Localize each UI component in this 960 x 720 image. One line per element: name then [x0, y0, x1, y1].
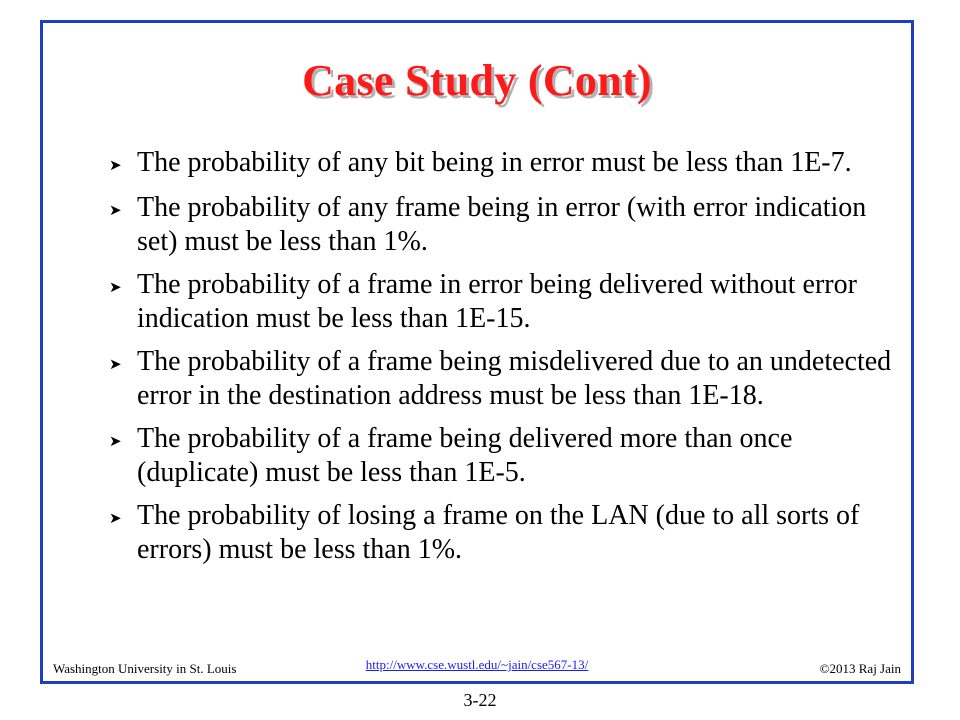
footer-institution: Washington University in St. Louis: [53, 661, 237, 676]
bullet-text: The probability of a frame being misdelivered due to an undetected error in the destination address must be less than 1E-18.: [137, 346, 892, 411]
footer-link-wrapper: [53, 657, 901, 673]
bullet-item: [109, 146, 899, 182]
bullet-text: The probability of any frame being in error (with error indication set) must be less than 1%.: [137, 192, 867, 257]
slide-number: 3-22: [463, 690, 497, 710]
bullet-item: [109, 422, 899, 490]
course-url-link[interactable]: http://www.cse.wustl.edu/~jain/cse567-13/: [365, 657, 589, 672]
bullet-text: The probability of a frame in error being delivered without error indication must be less than 1E-15.: [137, 269, 857, 334]
bullet-item: [109, 268, 899, 336]
arrowhead-bullet-icon: ➤: [109, 432, 122, 450]
slide-title: Case Study (Cont): [302, 56, 652, 105]
bullet-item: [109, 499, 899, 567]
slide-footer: [53, 659, 901, 677]
arrowhead-bullet-icon: ➤: [109, 156, 122, 174]
arrowhead-bullet-icon: ➤: [109, 355, 122, 373]
arrowhead-bullet-icon: ➤: [109, 509, 122, 527]
bullet-text: The probability of a frame being delivered more than once (duplicate) must be less than 1E-5.: [137, 423, 793, 488]
bullet-text: The probability of losing a frame on the LAN (due to all sorts of errors) must be less than 1%.: [137, 500, 860, 565]
footer-copyright: ©2013 Raj Jain: [819, 661, 901, 676]
arrowhead-bullet-icon: ➤: [109, 278, 122, 296]
slide-frame: [40, 20, 914, 684]
bullet-text: The probability of any bit being in error must be less than 1E-7.: [137, 147, 852, 178]
bullet-item: [109, 191, 899, 259]
bullet-item: [109, 345, 899, 413]
arrowhead-bullet-icon: ➤: [109, 201, 122, 219]
bullet-list: [109, 146, 899, 576]
